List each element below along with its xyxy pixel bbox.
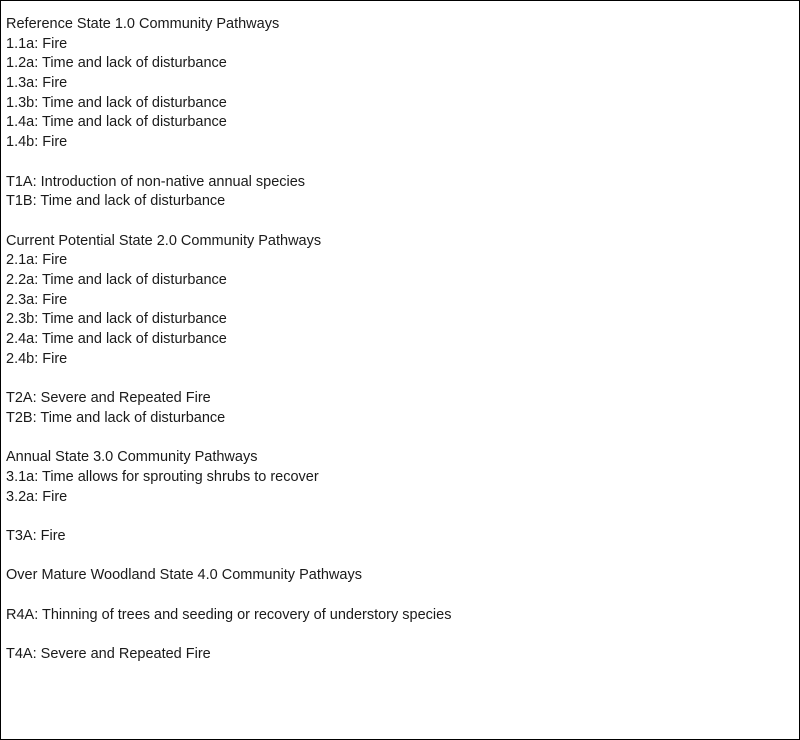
transition-line: T2A: Severe and Repeated Fire xyxy=(6,390,211,407)
spacer xyxy=(6,625,799,645)
pathway-line: 2.3a: Fire xyxy=(6,291,68,308)
section-transitions-1 xyxy=(6,173,799,212)
transition-line: T3A: Fire xyxy=(6,527,66,544)
pathway-line: 2.4a: Time and lack of disturbance xyxy=(6,331,227,347)
transition-line: T2B: Time and lack of disturbance xyxy=(6,409,226,426)
section-over-mature-woodland-state xyxy=(6,566,799,586)
pathway-line: 1.4b: Fire xyxy=(6,134,68,151)
pathway-line: 2.3b: Time and lack of disturbance xyxy=(6,311,227,328)
spacer xyxy=(6,212,799,232)
spacer xyxy=(6,153,799,173)
spacer xyxy=(6,428,799,448)
section-transitions-4 xyxy=(6,645,799,665)
transition-line: T1A: Introduction of non-native annual species xyxy=(6,173,306,190)
section-transitions-2 xyxy=(6,389,799,428)
pathway-line: 2.2a: Time and lack of disturbance xyxy=(6,271,227,288)
section-heading: Annual State 3.0 Community Pathways xyxy=(6,449,258,466)
section-heading: Over Mature Woodland State 4.0 Community Pathways xyxy=(6,567,362,584)
pathway-line: 3.1a: Time allows for sprouting shrubs to recover xyxy=(6,468,319,485)
section-current-potential-state xyxy=(6,232,799,370)
section-annual-state xyxy=(6,448,799,507)
spacer xyxy=(6,586,799,606)
pathway-line: 2.1a: Fire xyxy=(6,252,68,269)
section-reference-state xyxy=(6,15,799,153)
section-restoration-4 xyxy=(6,606,799,626)
section-heading: Current Potential State 2.0 Community Pathways xyxy=(6,232,322,249)
section-heading: Reference State 1.0 Community Pathways xyxy=(6,16,280,32)
pathway-line: 3.2a: Fire xyxy=(6,488,68,505)
section-transitions-3 xyxy=(6,527,799,547)
restoration-line: R4A: Thinning of trees and seeding or recovery of understory species xyxy=(6,606,452,623)
pathway-line: 1.3b: Time and lack of disturbance xyxy=(6,94,227,111)
spacer xyxy=(6,507,799,527)
pathway-line: 1.3a: Fire xyxy=(6,75,68,92)
transition-line: T4A: Severe and Repeated Fire xyxy=(6,646,211,662)
pathway-line: 2.4b: Fire xyxy=(6,350,68,367)
spacer xyxy=(6,547,799,567)
transition-line: T1B: Time and lack of disturbance xyxy=(6,193,226,210)
spacer xyxy=(6,369,799,389)
pathway-line: 1.1a: Fire xyxy=(6,35,68,52)
pathway-line: 1.4a: Time and lack of disturbance xyxy=(6,114,227,131)
pathway-line: 1.2a: Time and lack of disturbance xyxy=(6,55,227,72)
